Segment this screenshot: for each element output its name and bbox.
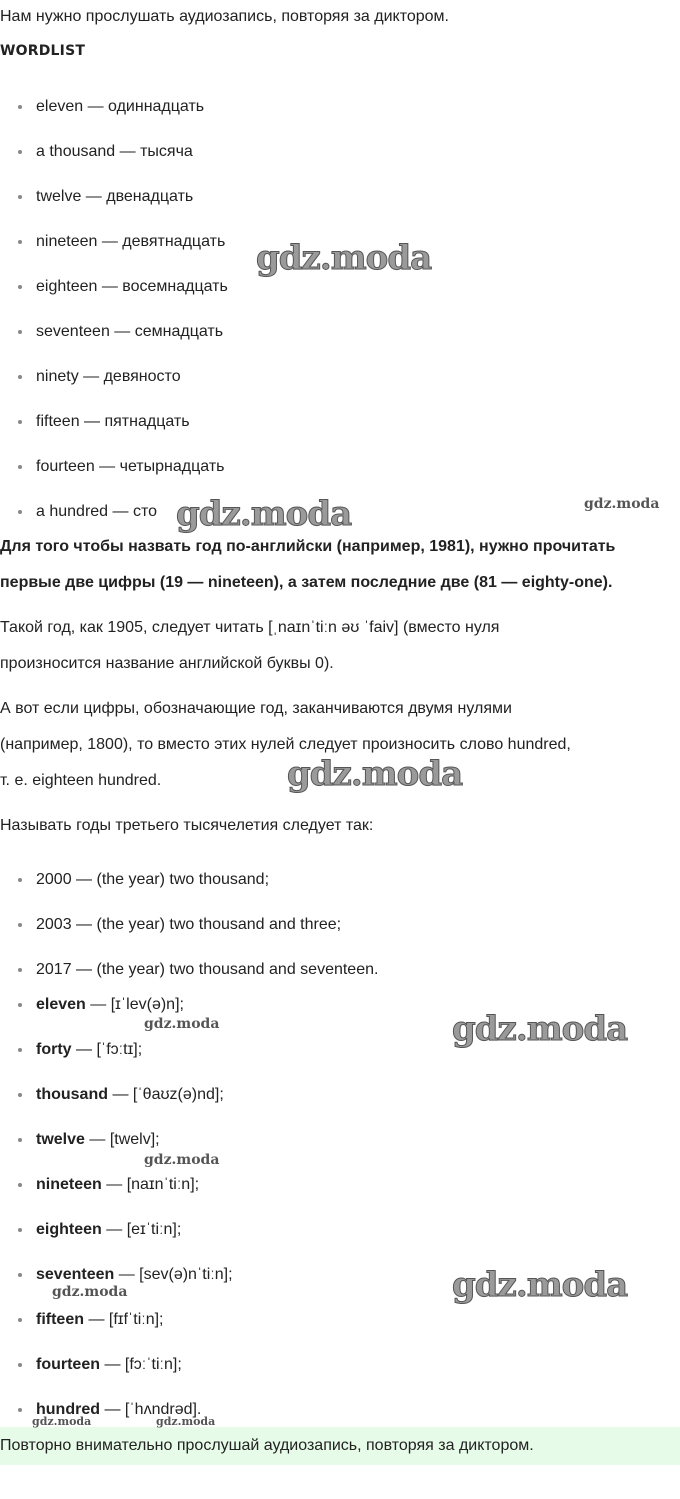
watermark-logo: gdz.moda bbox=[584, 496, 660, 512]
explanation-line: произносится название английской буквы 0). bbox=[0, 655, 334, 672]
bullet-icon bbox=[18, 420, 22, 424]
bullet-icon bbox=[18, 510, 22, 514]
watermark-logo: gdz.moda bbox=[32, 1415, 92, 1428]
explanation-line: А вот если цифры, обозначающие год, заканчиваются двумя нулями bbox=[0, 700, 512, 717]
bullet-icon bbox=[18, 1363, 22, 1367]
bullet-icon bbox=[18, 1318, 22, 1322]
bullet-icon bbox=[18, 330, 22, 334]
bullet-icon bbox=[18, 465, 22, 469]
explanation-bold-line-1: Для того чтобы назвать год по-английски (например, 1981), нужно прочитать bbox=[0, 538, 616, 555]
explanation-line: т. е. eighteen hundred. bbox=[0, 772, 162, 789]
watermark-logo: gdz.moda bbox=[144, 1016, 220, 1032]
bullet-icon bbox=[18, 105, 22, 109]
explanation-line: (например, 1800), то вместо этих нулей следует произносить слово hundred, bbox=[0, 736, 571, 753]
bullet-icon bbox=[18, 878, 22, 882]
bullet-icon bbox=[18, 1138, 22, 1142]
explanation-line: Такой год, как 1905, следует читать [ˌnaɪnˈtiːn əʊ ˈfaiv] (вместо нуля bbox=[0, 619, 500, 636]
intro-text: Нам нужно прослушать аудиозапись, повторяя за диктором. bbox=[0, 8, 449, 25]
wordlist-heading: WORDLIST bbox=[0, 43, 86, 59]
bullet-icon bbox=[18, 1408, 22, 1412]
watermark-logo: gdz.moda bbox=[176, 494, 352, 534]
footer-note: Повторно внимательно прослушай аудиозапись, повторяя за диктором. bbox=[0, 1427, 680, 1465]
watermark-logo: gdz.moda bbox=[52, 1284, 128, 1300]
bullet-icon bbox=[18, 1228, 22, 1232]
bullet-icon bbox=[18, 240, 22, 244]
watermark-logo: gdz.moda bbox=[256, 238, 432, 278]
watermark-logo: gdz.moda bbox=[144, 1152, 220, 1168]
watermark-logo: gdz.moda bbox=[452, 1265, 628, 1305]
bullet-icon bbox=[18, 1273, 22, 1277]
bullet-icon bbox=[18, 375, 22, 379]
bullet-icon bbox=[18, 285, 22, 289]
bullet-icon bbox=[18, 923, 22, 927]
explanation-line: Называть годы третьего тысячелетия следует так: bbox=[0, 817, 374, 834]
bullet-icon bbox=[18, 1003, 22, 1007]
watermark-logo: gdz.moda bbox=[156, 1415, 216, 1428]
bullet-icon bbox=[18, 1048, 22, 1052]
watermark-logo: gdz.moda bbox=[452, 1009, 628, 1049]
explanation-bold-line-2: первые две цифры (19 — nineteen), а затем последние две (81 — eighty-one). bbox=[0, 574, 613, 591]
bullet-icon bbox=[18, 1183, 22, 1187]
bullet-icon bbox=[18, 1093, 22, 1097]
bullet-icon bbox=[18, 195, 22, 199]
bullet-icon bbox=[18, 968, 22, 972]
bullet-icon bbox=[18, 150, 22, 154]
watermark-logo: gdz.moda bbox=[287, 754, 463, 794]
